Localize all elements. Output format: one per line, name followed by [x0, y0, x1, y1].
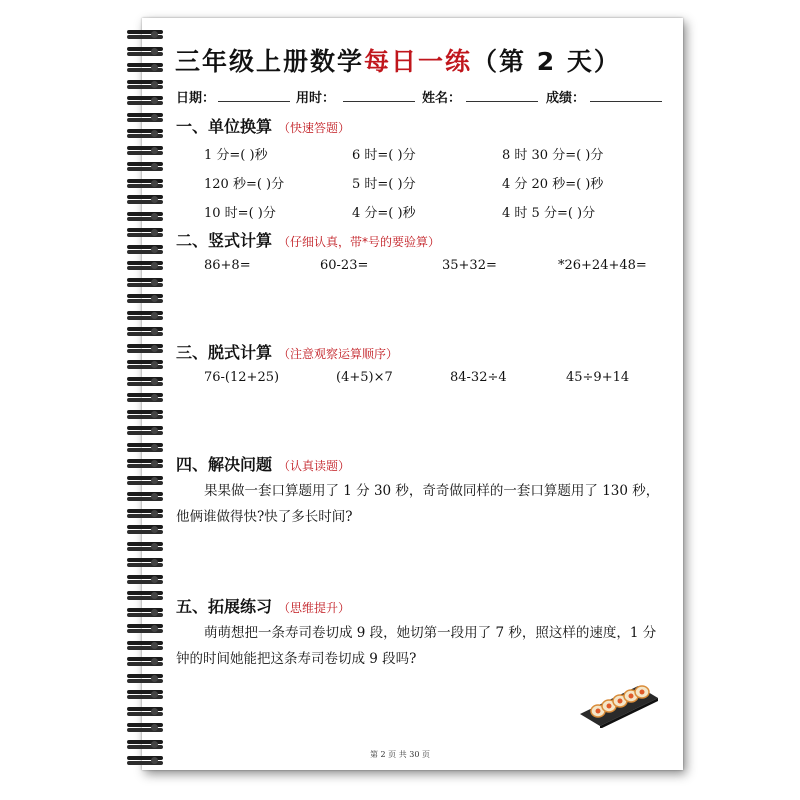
section-2-heading: 二、竖式计算 （仔细认真，带*号的要验算） [176, 231, 441, 250]
section-1-heading: 一、单位换算 （快速答题） [176, 117, 351, 136]
binding-ring [127, 591, 165, 600]
date-label: 日期： [176, 91, 216, 106]
page-title [175, 42, 645, 78]
binding-ring [127, 476, 165, 485]
binding-ring [127, 723, 165, 732]
binding-ring [127, 707, 165, 716]
conversion-item: 1 分=( )秒 [204, 148, 268, 163]
binding-ring [127, 377, 165, 386]
binding-ring [127, 608, 165, 617]
sushi-piece [635, 686, 649, 698]
binding-ring [127, 278, 165, 287]
binding-ring [127, 443, 165, 452]
binding-ring [127, 129, 165, 138]
word-problem-2: 萌萌想把一条寿司卷切成 9 段，她切第一段用了 7 秒，照这样的速度，1 分钟的时间她能把这条寿司卷切成 9 段吗? [176, 625, 657, 667]
binding-ring [127, 459, 165, 468]
binding-ring [127, 96, 165, 105]
binding-ring [127, 162, 165, 171]
name-field[interactable] [466, 101, 538, 102]
conversion-item: 4 分 20 秒=( )秒 [502, 177, 604, 192]
binding-ring [127, 509, 165, 518]
binding-ring [127, 146, 165, 155]
section-5-heading: 五、拓展练习 （思维提升） [176, 597, 351, 616]
binding-ring [127, 740, 165, 749]
conversion-item: 4 分=( )秒 [352, 206, 416, 221]
date-field[interactable] [218, 101, 290, 102]
conversion-item: 6 时=( )分 [352, 148, 416, 163]
time-field[interactable] [343, 101, 415, 102]
vertical-calc-item: 86+8= [204, 258, 251, 273]
conversion-item: 8 时 30 分=( )分 [502, 148, 604, 163]
binding-ring [127, 558, 165, 567]
score-field[interactable] [590, 101, 662, 102]
title-main: 三年级上册数学 [175, 47, 365, 76]
binding-ring [127, 575, 165, 584]
section-3-hint: （注意观察运算顺序） [278, 347, 399, 361]
section-4-heading: 四、解决问题 （认真读题） [176, 455, 351, 474]
section-2-hint: （仔细认真，带*号的要验算） [278, 235, 441, 249]
binding-ring [127, 525, 165, 534]
binding-ring [127, 80, 165, 89]
conversion-item: 5 时=( )分 [352, 177, 416, 192]
binding-ring [127, 245, 165, 254]
step-calc-item: 45÷9+14 [566, 370, 630, 385]
binding-ring [127, 294, 165, 303]
name-label: 姓名： [422, 91, 462, 106]
time-label: 用时： [296, 91, 336, 106]
section-1-hint: （快速答题） [278, 121, 351, 135]
binding-ring [127, 674, 165, 683]
binding-ring [127, 657, 165, 666]
binding-ring [127, 261, 165, 270]
binding-ring [127, 311, 165, 320]
binding-ring [127, 47, 165, 56]
conversion-item: 10 时=( )分 [204, 206, 276, 221]
vertical-calc-item: 60-23= [320, 258, 369, 273]
step-calc-item: (4+5)×7 [336, 370, 393, 385]
binding-ring [127, 212, 165, 221]
title-day: （第 2 天） [472, 47, 621, 76]
binding-ring [127, 641, 165, 650]
binding-ring [127, 63, 165, 72]
page-footer: 第 2 页 共 30 页 [370, 750, 430, 759]
vertical-calc-item: *26+24+48= [558, 258, 647, 273]
binding-ring [127, 228, 165, 237]
conversion-item: 120 秒=( )分 [204, 177, 285, 192]
binding-ring [127, 410, 165, 419]
step-calc-item: 76-(12+25) [204, 370, 280, 385]
binding-ring [127, 195, 165, 204]
binding-ring [127, 393, 165, 402]
sushi-icon [578, 684, 660, 728]
binding-ring [127, 30, 165, 39]
binding-ring [127, 113, 165, 122]
binding-ring [127, 179, 165, 188]
step-calc-item: 84-32÷4 [450, 370, 507, 385]
binding-ring [127, 542, 165, 551]
binding-ring [127, 624, 165, 633]
title-highlight: 每日一练 [364, 47, 473, 76]
section-3-heading: 三、脱式计算 （注意观察运算顺序） [176, 343, 399, 362]
word-problem-1: 果果做一套口算题用了 1 分 30 秒，奇奇做同样的一套口算题用了 130 秒，他俩谁做得快?快了多长时间? [176, 483, 660, 525]
binding-ring [127, 360, 165, 369]
binding-ring [127, 426, 165, 435]
vertical-calc-item: 35+32= [442, 258, 497, 273]
binding-ring [127, 327, 165, 336]
section-4-hint: （认真读题） [278, 459, 351, 473]
binding-ring [127, 344, 165, 353]
conversion-item: 4 时 5 分=( )分 [502, 206, 596, 221]
binding-ring [127, 492, 165, 501]
section-5-hint: （思维提升） [278, 601, 351, 615]
score-label: 成绩： [546, 91, 586, 106]
binding-ring [127, 690, 165, 699]
